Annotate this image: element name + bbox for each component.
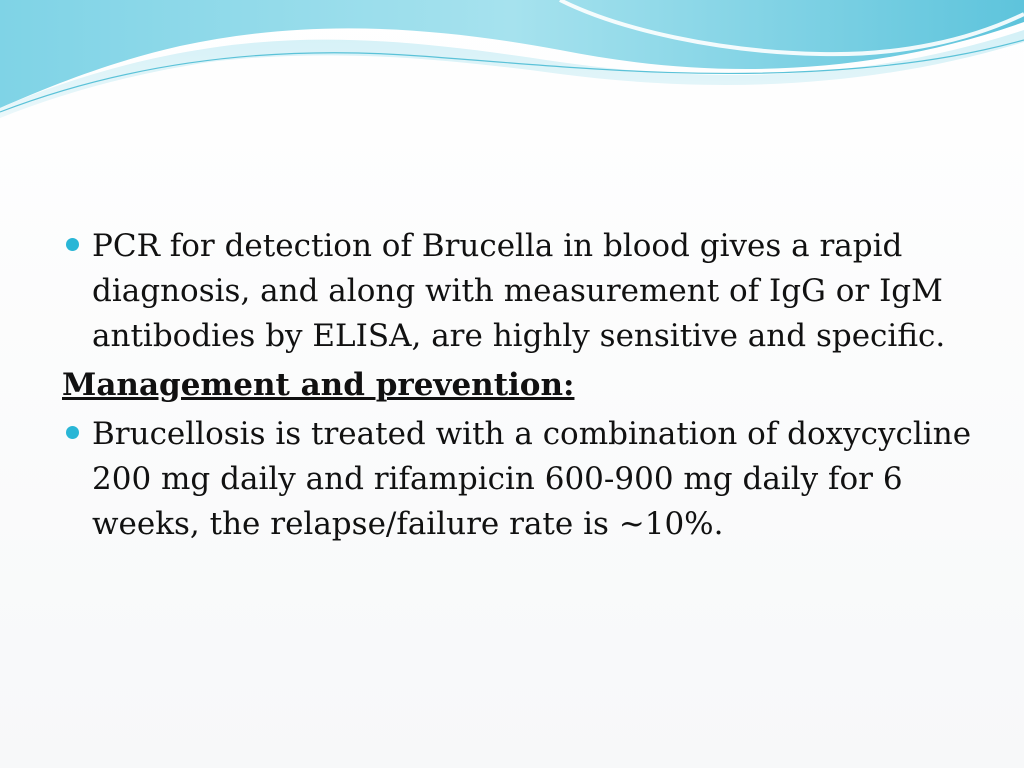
section-heading: Management and prevention: [62,367,575,403]
bullet-dot-icon [66,426,79,439]
bullet-item [62,412,982,547]
slide-body [62,224,982,547]
bullet-item [62,224,982,359]
bullet-text: PCR for detection of Brucella in blood gives a rapid diagnosis, and along with measurement of IgG or IgM antibodies by ELISA, are highly sensitive and specific. [92,228,946,354]
bullet-dot-icon [66,238,79,251]
header-wave-decoration [0,0,1024,130]
bullet-text: Brucellosis is treated with a combination of doxycycline 200 mg daily and rifampicin 600-900 mg daily for 6 weeks, the relapse/failure rate is ~10%. [92,416,972,542]
